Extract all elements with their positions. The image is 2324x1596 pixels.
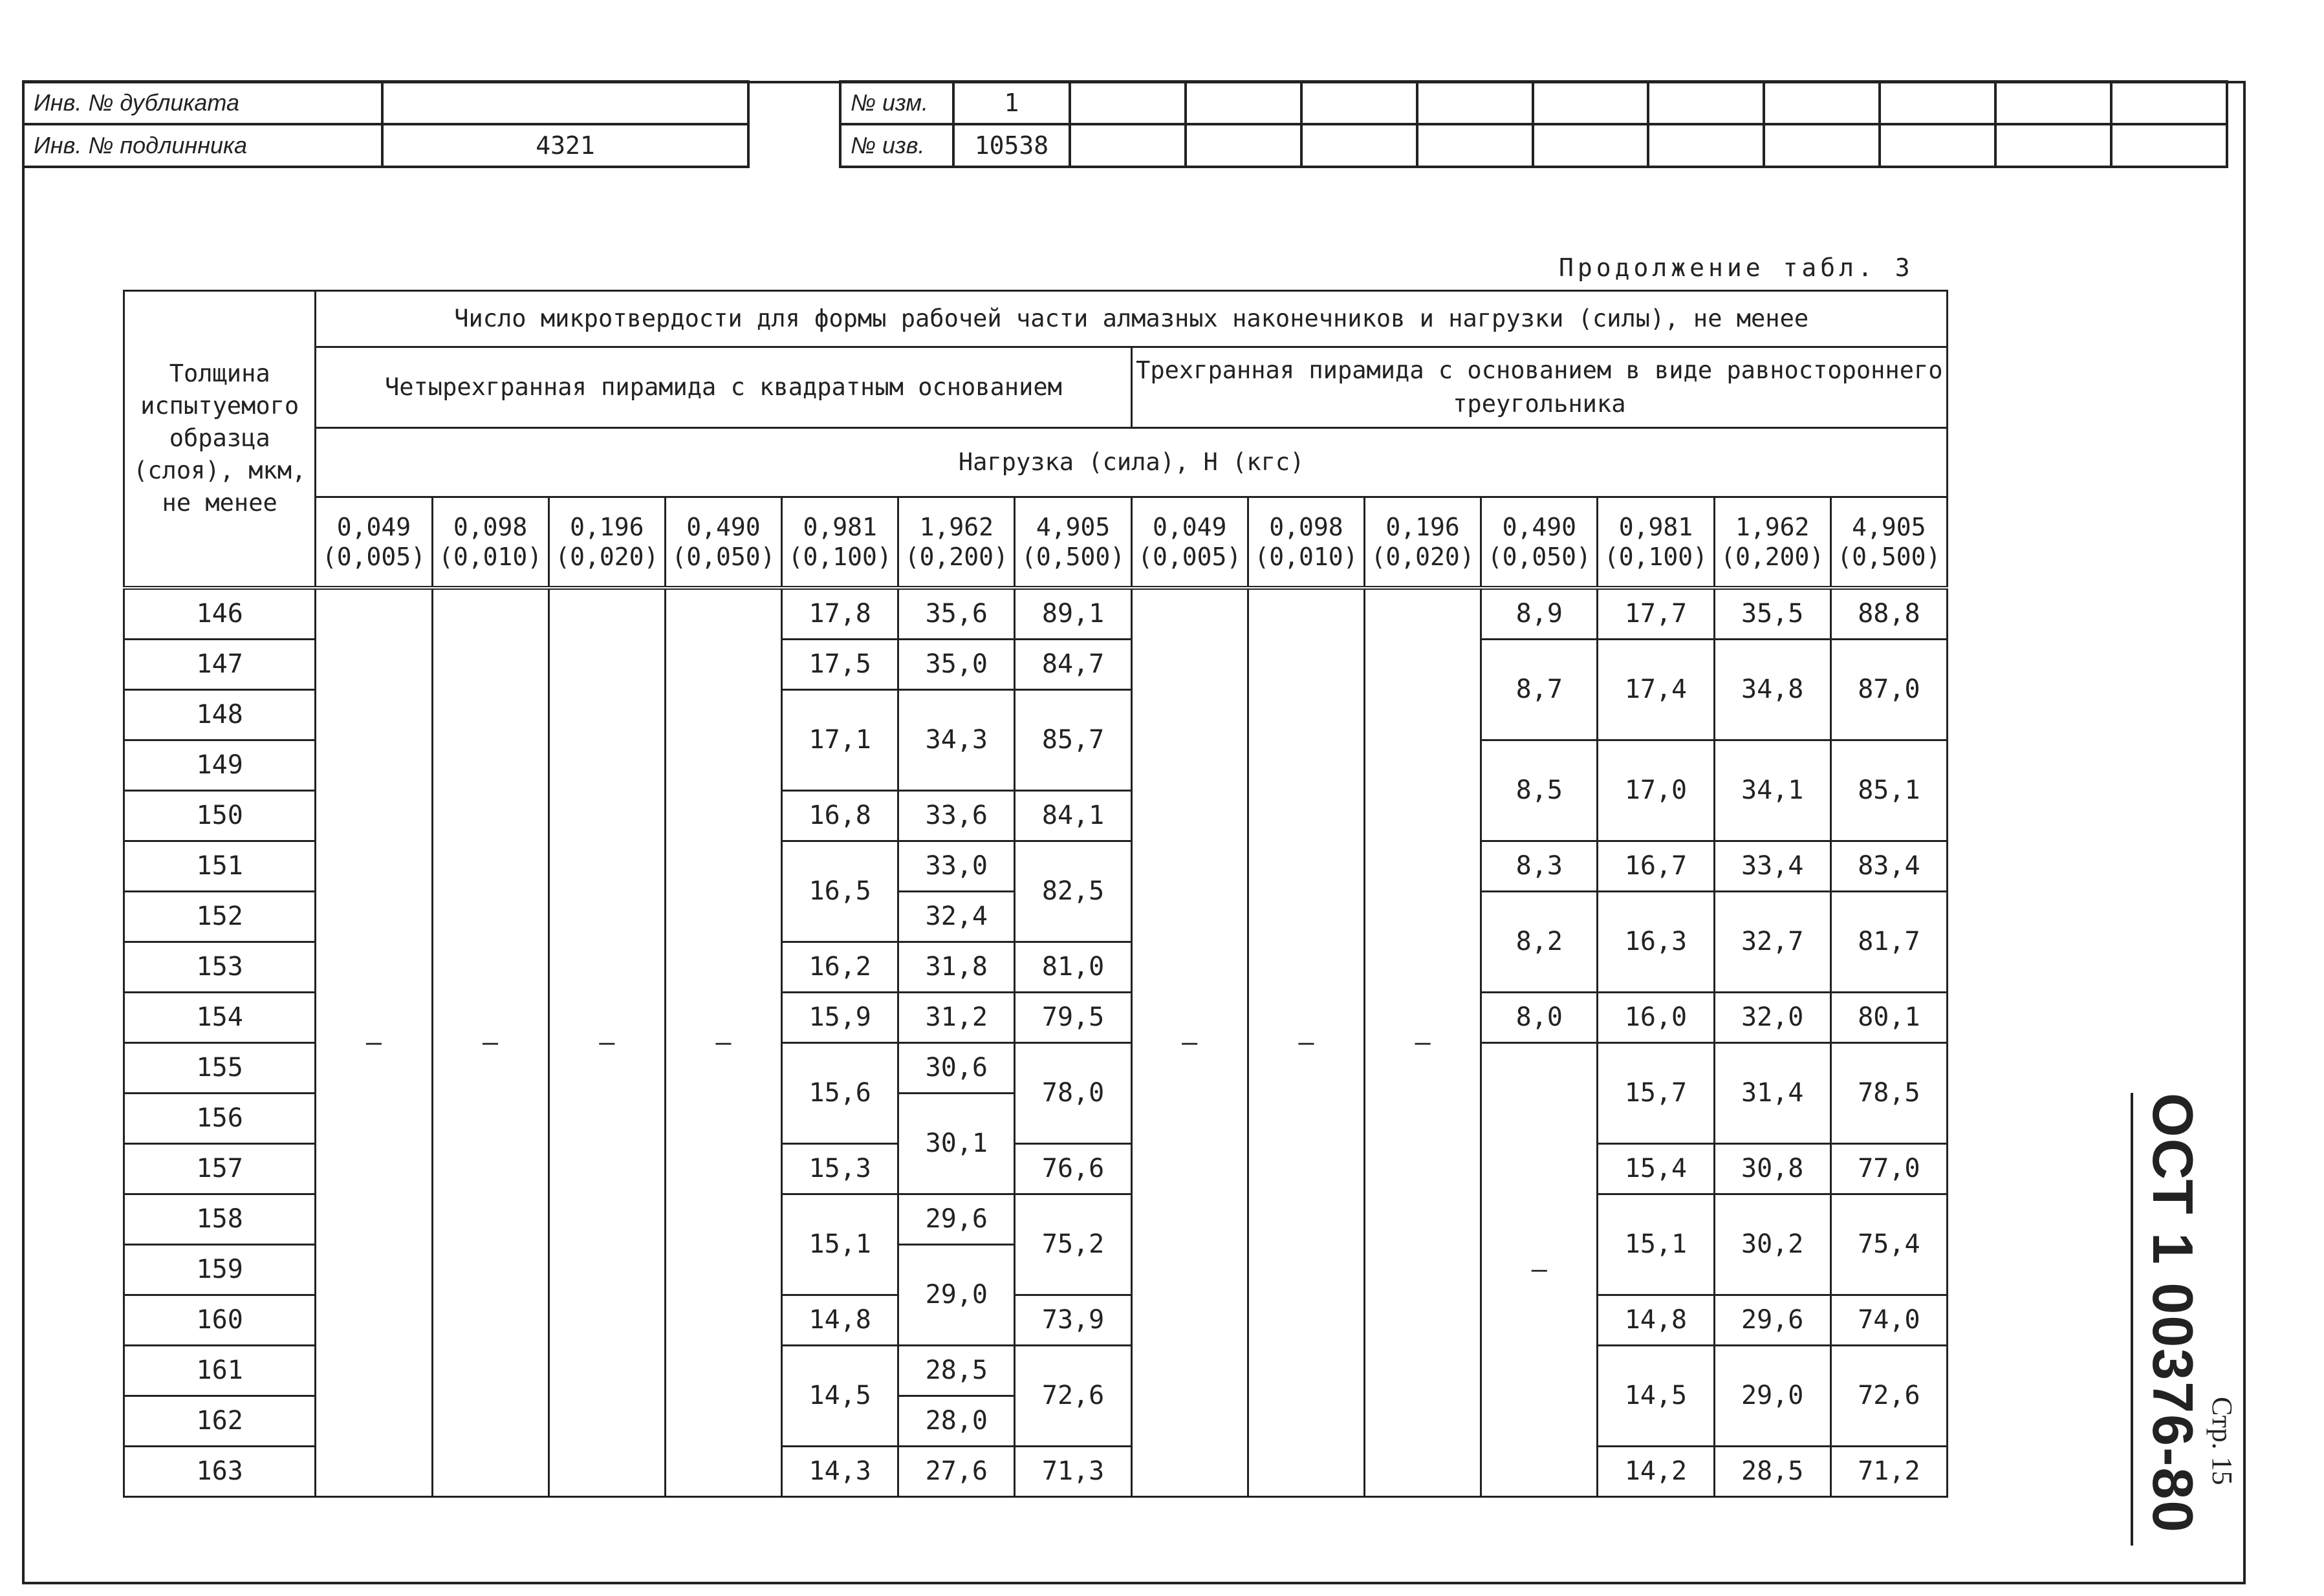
load-newton: 0,049 (336, 512, 411, 541)
load-kgf: (0,005) (321, 542, 426, 571)
load-kgf: (0,050) (1487, 542, 1591, 571)
load-kgf: (0,005) (1138, 542, 1242, 571)
group-header-square-pyramid: Четырехгранная пирамида с квадратным основанием (316, 347, 1131, 428)
load-kgf: (0,500) (1837, 542, 1941, 571)
thickness-cell: 160 (124, 1295, 316, 1345)
hardness-value-cell: 17,5 (782, 639, 898, 689)
hardness-value-cell: 84,1 (1015, 790, 1131, 841)
hardness-value-cell: 16,3 (1598, 891, 1714, 992)
hardness-value-cell: 14,8 (1598, 1295, 1714, 1345)
hardness-value-cell: 15,3 (782, 1143, 898, 1194)
load-kgf: (0,500) (1021, 542, 1125, 571)
hardness-value-cell: 15,6 (782, 1042, 898, 1143)
load-kgf: (0,200) (904, 542, 1008, 571)
hardness-value-cell: 32,0 (1714, 992, 1830, 1042)
load-header-cell (1598, 497, 1714, 588)
hardness-value-cell: 28,5 (898, 1345, 1015, 1396)
load-newton: 0,098 (453, 512, 528, 541)
hardness-value-cell: 32,4 (898, 891, 1015, 942)
side-rule (2131, 1093, 2133, 1546)
empty-dash-cell: – (548, 588, 665, 1497)
hardness-value-cell: 33,4 (1714, 841, 1830, 891)
hardness-value-cell: 76,6 (1015, 1143, 1131, 1194)
hardness-value-cell: 29,6 (898, 1194, 1015, 1244)
hardness-value-cell: 8,2 (1481, 891, 1598, 992)
load-header-cell (782, 497, 898, 588)
hardness-value-cell: 16,0 (1598, 992, 1714, 1042)
table-continuation-caption: Продолжение табл. 3 (1559, 253, 1914, 282)
thickness-cell: 161 (124, 1345, 316, 1396)
microhardness-table (123, 290, 1948, 1498)
load-newton: 0,490 (686, 512, 761, 541)
hardness-value-cell: 14,8 (782, 1295, 898, 1345)
hardness-value-cell: 27,6 (898, 1446, 1015, 1496)
hardness-value-cell: 8,9 (1481, 588, 1598, 640)
thickness-cell: 156 (124, 1093, 316, 1143)
thickness-cell: 158 (124, 1194, 316, 1244)
notice-no-label: № изв. (840, 124, 953, 167)
thickness-cell: 153 (124, 942, 316, 992)
hardness-value-cell: 81,7 (1830, 891, 1947, 992)
hardness-value-cell: 17,0 (1598, 740, 1714, 841)
load-header-cell (898, 497, 1015, 588)
hardness-value-cell: 30,1 (898, 1093, 1015, 1194)
hardness-value-cell: 72,6 (1830, 1345, 1947, 1446)
hardness-value-cell: 14,5 (1598, 1345, 1714, 1446)
load-kgf: (0,020) (1371, 542, 1475, 571)
load-kgf: (0,200) (1721, 542, 1825, 571)
hardness-value-cell: 78,0 (1015, 1042, 1131, 1143)
hardness-value-cell: 14,2 (1598, 1446, 1714, 1496)
hardness-value-cell: 78,5 (1830, 1042, 1947, 1143)
load-kgf: (0,020) (555, 542, 659, 571)
hardness-value-cell: 88,8 (1830, 588, 1947, 640)
load-kgf: (0,100) (1603, 542, 1708, 571)
load-kgf: (0,010) (439, 542, 543, 571)
side-designation (2128, 1093, 2238, 1552)
load-newton: 4,905 (1036, 512, 1111, 541)
main-header: Число микротвердости для формы рабочей части алмазных наконечников и нагрузки (силы), не менее (316, 291, 1948, 347)
thickness-cell: 155 (124, 1042, 316, 1093)
hardness-value-cell: 16,2 (782, 942, 898, 992)
thickness-cell: 152 (124, 891, 316, 942)
hardness-value-cell: 8,7 (1481, 639, 1598, 740)
thickness-cell: 148 (124, 689, 316, 740)
hardness-value-cell: 73,9 (1015, 1295, 1131, 1345)
hardness-value-cell: 72,6 (1015, 1345, 1131, 1446)
hardness-value-cell: 81,0 (1015, 942, 1131, 992)
change-no-value: 1 (953, 81, 1070, 124)
load-header-cell (1830, 497, 1947, 588)
notice-no-value: 10538 (953, 124, 1070, 167)
hardness-value-cell: 16,8 (782, 790, 898, 841)
hardness-value-cell: 16,7 (1598, 841, 1714, 891)
thickness-cell: 163 (124, 1446, 316, 1496)
load-newton: 0,049 (1153, 512, 1227, 541)
load-newton: 0,196 (570, 512, 644, 541)
load-newton: 0,098 (1269, 512, 1343, 541)
load-header-cell (665, 497, 781, 588)
empty-dash-cell: – (1481, 1042, 1598, 1496)
hardness-value-cell: 71,3 (1015, 1446, 1131, 1496)
hardness-value-cell: 17,8 (782, 588, 898, 640)
hardness-value-cell: 8,5 (1481, 740, 1598, 841)
hardness-value-cell: 28,5 (1714, 1446, 1830, 1496)
load-header-cell (1714, 497, 1830, 588)
thickness-header: Толщина испытуемого образца (слоя), мкм, не менее (124, 291, 316, 588)
load-header-cell (1131, 497, 1248, 588)
hardness-value-cell: 34,1 (1714, 740, 1830, 841)
empty-dash-cell: – (432, 588, 548, 1497)
load-newton: 0,490 (1502, 512, 1576, 541)
group-header-triangular-pyramid: Трехгранная пирамида с основанием в виде равностороннего треугольника (1131, 347, 1947, 428)
hardness-value-cell: 79,5 (1015, 992, 1131, 1042)
original-inv-label: Инв. № подлинника (23, 124, 382, 167)
standard-code: ОСТ 1 00376-80 (2141, 1093, 2205, 1534)
hardness-value-cell: 28,0 (898, 1396, 1015, 1446)
page-number: Стр. 15 (2206, 1397, 2238, 1485)
hardness-value-cell: 87,0 (1830, 639, 1947, 740)
thickness-cell: 149 (124, 740, 316, 790)
duplicate-inv-label: Инв. № дубликата (23, 81, 382, 124)
hardness-value-cell: 17,1 (782, 689, 898, 790)
load-header: Нагрузка (сила), Н (кгс) (316, 428, 1948, 497)
hardness-value-cell: 29,0 (898, 1244, 1015, 1345)
hardness-value-cell: 83,4 (1830, 841, 1947, 891)
load-newton: 1,962 (919, 512, 994, 541)
thickness-cell: 157 (124, 1143, 316, 1194)
load-header-cell (316, 497, 432, 588)
hardness-value-cell: 8,0 (1481, 992, 1598, 1042)
hardness-value-cell: 32,7 (1714, 891, 1830, 992)
hardness-value-cell: 84,7 (1015, 639, 1131, 689)
hardness-value-cell: 31,8 (898, 942, 1015, 992)
empty-dash-cell: – (1365, 588, 1481, 1497)
hardness-value-cell: 30,8 (1714, 1143, 1830, 1194)
load-kgf: (0,100) (788, 542, 892, 571)
hardness-value-cell: 30,2 (1714, 1194, 1830, 1295)
hardness-value-cell: 34,8 (1714, 639, 1830, 740)
load-header-cell (1248, 497, 1364, 588)
hardness-value-cell: 14,5 (782, 1345, 898, 1446)
hardness-value-cell: 15,7 (1598, 1042, 1714, 1143)
hardness-value-cell: 75,2 (1015, 1194, 1131, 1295)
thickness-cell: 154 (124, 992, 316, 1042)
hardness-value-cell: 15,1 (782, 1194, 898, 1295)
hardness-value-cell: 74,0 (1830, 1295, 1947, 1345)
original-inv-value: 4321 (382, 124, 748, 167)
thickness-cell: 146 (124, 588, 316, 640)
hardness-value-cell: 31,4 (1714, 1042, 1830, 1143)
hardness-value-cell: 75,4 (1830, 1194, 1947, 1295)
load-newton: 0,981 (1618, 512, 1693, 541)
hardness-value-cell: 15,9 (782, 992, 898, 1042)
thickness-cell: 147 (124, 639, 316, 689)
load-newton: 0,981 (803, 512, 877, 541)
hardness-value-cell: 17,7 (1598, 588, 1714, 640)
load-newton: 0,196 (1385, 512, 1460, 541)
hardness-value-cell: 8,3 (1481, 841, 1598, 891)
empty-dash-cell: – (1131, 588, 1248, 1497)
hardness-value-cell: 31,2 (898, 992, 1015, 1042)
empty-dash-cell: – (1248, 588, 1364, 1497)
load-header-cell (1015, 497, 1131, 588)
hardness-value-cell: 80,1 (1830, 992, 1947, 1042)
load-kgf: (0,010) (1254, 542, 1358, 571)
load-header-cell (432, 497, 548, 588)
hardness-value-cell: 89,1 (1015, 588, 1131, 640)
hardness-value-cell: 35,0 (898, 639, 1015, 689)
load-header-cell (1481, 497, 1598, 588)
hardness-value-cell: 85,1 (1830, 740, 1947, 841)
thickness-cell: 150 (124, 790, 316, 841)
hardness-value-cell: 85,7 (1015, 689, 1131, 790)
hardness-value-cell: 71,2 (1830, 1446, 1947, 1496)
load-header-cell (1365, 497, 1481, 588)
hardness-value-cell: 15,1 (1598, 1194, 1714, 1295)
load-newton: 4,905 (1852, 512, 1926, 541)
hardness-value-cell: 77,0 (1830, 1143, 1947, 1194)
hardness-value-cell: 29,6 (1714, 1295, 1830, 1345)
hardness-value-cell: 35,5 (1714, 588, 1830, 640)
empty-dash-cell: – (316, 588, 432, 1497)
hardness-value-cell: 34,3 (898, 689, 1015, 790)
hardness-value-cell: 33,0 (898, 841, 1015, 891)
load-kgf: (0,050) (671, 542, 776, 571)
thickness-cell: 151 (124, 841, 316, 891)
change-no-label: № изм. (840, 81, 953, 124)
hardness-value-cell: 16,5 (782, 841, 898, 942)
empty-dash-cell: – (665, 588, 781, 1497)
hardness-value-cell: 15,4 (1598, 1143, 1714, 1194)
thickness-cell: 162 (124, 1396, 316, 1446)
hardness-value-cell: 35,6 (898, 588, 1015, 640)
hardness-value-cell: 82,5 (1015, 841, 1131, 942)
hardness-value-cell: 33,6 (898, 790, 1015, 841)
thickness-cell: 159 (124, 1244, 316, 1295)
hardness-value-cell: 14,3 (782, 1446, 898, 1496)
load-newton: 1,962 (1735, 512, 1810, 541)
hardness-value-cell: 29,0 (1714, 1345, 1830, 1446)
load-header-cell (548, 497, 665, 588)
hardness-value-cell: 17,4 (1598, 639, 1714, 740)
hardness-value-cell: 30,6 (898, 1042, 1015, 1093)
